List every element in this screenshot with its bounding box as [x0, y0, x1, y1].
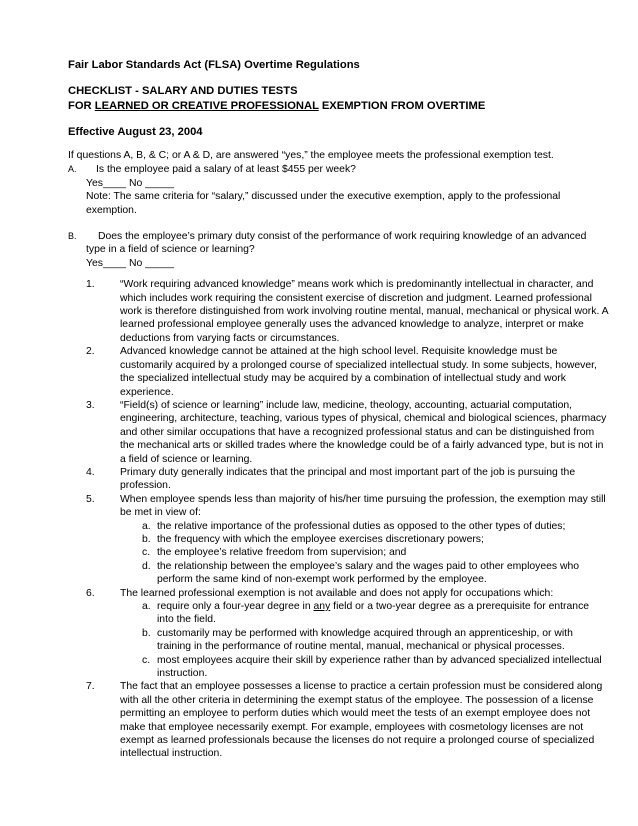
question-b-yesno: Yes____ No _____	[86, 257, 175, 269]
question-a-letter: A.	[68, 164, 77, 175]
exemption-type: LEARNED OR CREATIVE PROFESSIONAL	[94, 100, 319, 112]
list-item: 2. Advanced knowledge cannot be attained at the high school level. Requisite knowledge must be customarily acquired by a prolonged course of specialized intellectual study. In some subjects, however, the specialized intellectual study may be acquired by a combination of intellectual study and work experience.	[86, 346, 597, 398]
exemption-heading	[68, 99, 608, 114]
question-b-text: Does the employee’s primary duty consist of the performance of work requiring knowledge of an advanced type in a field of science or learning?	[86, 231, 587, 256]
list-item: 6. The learned professional exemption is not available and does not apply for occupations which: a. require only a four-year degree in any field or a two-year degree as a prerequisite for entrance into the field. b. customarily may be performed with knowledge acquired through an apprenticeship, or with training in the performance of routine mental, manual, mechanical or physical processes. c. most employees acquire their skill by experience rather than by advanced specialized intellectual instruction.	[86, 587, 608, 681]
doc-title: Fair Labor Standards Act (FLSA) Overtime Regulations	[68, 59, 360, 71]
sub-list-item: c. the employee’s relative freedom from supervision; and	[142, 547, 407, 559]
list-item: 7. The fact that an employee possesses a license to practice a certain profession must be considered along with all the other criteria in determining the exempt status of the employee. The possession of a license permitting an employee to perform duties which would meet the tests of an exempt employee does not make that employee necessarily exempt. For example, employees with cosmetology licenses are not exempt as learned professionals because the licenses do not require a prolonged course of specialized intellectual instruction.	[86, 681, 603, 760]
for-suffix: EXEMPTION FROM OVERTIME	[318, 100, 486, 112]
list-item: 1. “Work requiring advanced knowledge” means work which is predominantly intellectual in character, and which includes work requiring the consistent exercise of discretion and judgment. Learned professional work is therefore distinguished from work involving routine mental, manual, mechanical or physical work. A learned professional employee generally uses the advanced knowledge to analyze, interpret or make deductions from varying facts or circumstances.	[86, 279, 609, 344]
question-a-text: Is the employee paid a salary of at least $455 per week?	[96, 164, 356, 176]
sub-list-item: c. most employees acquire their skill by experience rather than by advanced specialized intellectual instruction.	[142, 654, 602, 680]
question-a-note: Note: The same criteria for “salary,” discussed under the executive exemption, apply to the professional exemption.	[86, 191, 561, 216]
checklist-heading: CHECKLIST - SALARY AND DUTIES TESTS	[68, 85, 298, 97]
question-a-yesno: Yes____ No _____	[86, 177, 175, 189]
list-item: 3. “Field(s) of science or learning” include law, medicine, theology, accounting, actuarial computation, engineering, architecture, teaching, various types of physical, chemical and biological sciences, pharmacy and other similar occupations that have a recognized professional status and can be distinguished from the mechanical arts or skilled trades where the knowledge could be of a fairly advanced type, but is not in a field of science or learning.	[86, 399, 607, 465]
sub-list-item: a. the relative importance of the professional duties as opposed to the other types of duties;	[142, 520, 566, 532]
sub-list-5	[120, 520, 608, 587]
for-prefix: FOR	[68, 100, 95, 112]
intro-text: If questions A, B, & C; or A & D, are answered “yes,” the employee meets the professional exemption test.	[68, 150, 554, 161]
question-b-letter: B.	[68, 231, 77, 242]
effective-date: Effective August 23, 2004	[68, 126, 203, 138]
sub-list-item: d. the relationship between the employee’s salary and the wages paid to other employees who perform the same kind of non-exempt work performed by the employee.	[142, 560, 580, 586]
question-b	[68, 230, 608, 257]
list-item: 4. Primary duty generally indicates that the principal and most important part of the job is pursuing the profession.	[86, 466, 576, 492]
sub-list-item: a. require only a four-year degree in any field or a two-year degree as a prerequisite for entrance into the field.	[142, 601, 590, 626]
sub-list-item: b. the frequency with which the employee exercises discretionary powers;	[142, 533, 484, 545]
criteria-list	[68, 278, 608, 761]
question-a	[68, 163, 608, 176]
sub-list-item: b. customarily may be performed with knowledge acquired through an apprenticeship, or with training in the performance of routine mental, manual, mechanical or physical processes.	[142, 627, 573, 653]
sub-list-6	[120, 600, 608, 680]
list-item: 5. When employee spends less than majority of his/her time pursuing the profession, the exemption may still be met in view of: a. the relative importance of the professional duties as opposed to the other types of duties; b. the frequency with which the employee exercises discretionary powers; c. the employee’s relative freedom from supervision; and d. the relationship between the employee’s salary and the wages paid to other employees who perform the same kind of non-exempt work performed by the employee.	[86, 493, 608, 587]
